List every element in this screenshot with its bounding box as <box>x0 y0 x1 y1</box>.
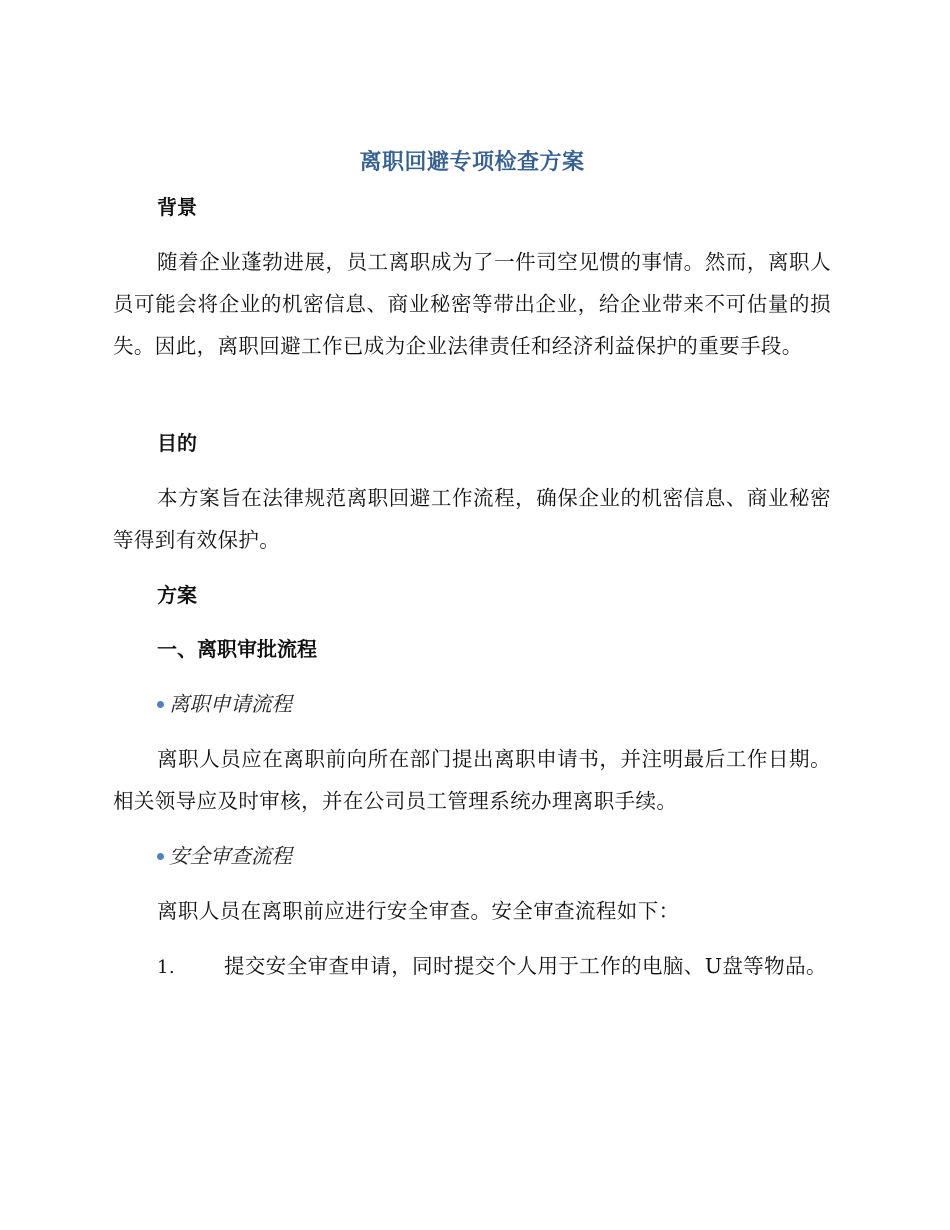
list-item-number: 1. <box>157 957 175 978</box>
heading-purpose: 目的 <box>157 431 197 455</box>
paragraph-security-review: 离职人员在离职前应进行安全审查。安全审查流程如下： <box>157 899 680 923</box>
paragraph-resignation-application: 离职人员应在离职前向所在部门提出离职申请书，并注明最后工作日期。相关领导应及时审核，并在公司员工管理系统办理离职手续。 <box>113 747 831 813</box>
bullet-label: 安全审查流程 <box>169 844 292 868</box>
list-item <box>113 945 831 989</box>
bullet-label: 离职申请流程 <box>169 692 292 716</box>
bullet-dot-icon <box>157 853 164 860</box>
heading-background: 背景 <box>157 195 197 219</box>
paragraph-background: 随着企业蓬勃进展，员工离职成为了一件司空见惯的事情。然而，离职人员可能会将企业的机密信息、商业秘密等带出企业，给企业带来不可估量的损失。因此，离职回避工作已成为企业法律责任和经济利益保护的重要手段。 <box>113 250 831 358</box>
list-item-text: 提交安全审查申请，同时提交个人用于工作的电脑、U盘等物品。 <box>224 954 827 978</box>
paragraph-purpose: 本方案旨在法律规范离职回避工作流程，确保企业的机密信息、商业秘密等得到有效保护。 <box>113 486 831 552</box>
bullet-security-review <box>157 841 292 871</box>
heading-approval-process: 一、离职审批流程 <box>157 637 317 661</box>
heading-plan: 方案 <box>157 583 197 607</box>
bullet-dot-icon <box>157 701 164 708</box>
document-title: 离职回避专项检查方案 <box>359 150 585 175</box>
bullet-resignation-application <box>157 689 292 719</box>
